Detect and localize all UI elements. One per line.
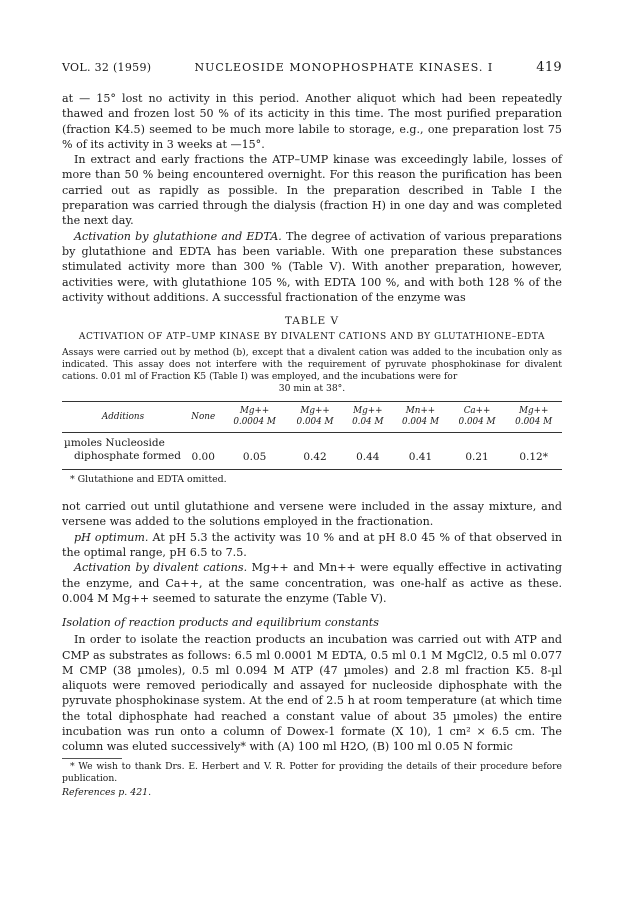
paragraph-lead: Activation by divalent cations. (74, 561, 248, 575)
column-header-bottom: 0.004 M (296, 417, 334, 428)
paragraph-versene: not carried out until glutathione and versene were included in the assay mixture, and versene was added to the solutions employed in the fractionation. (62, 500, 562, 529)
table-cell: 0.41 (392, 433, 449, 470)
column-header (184, 402, 222, 433)
paragraph-lead: pH optimum. (74, 530, 149, 544)
row-label-line: diphosphate formed (74, 450, 181, 463)
row-label (62, 433, 184, 470)
table-footnote: * Glutathione and EDTA omitted. (70, 474, 227, 486)
table-cell: 0.44 (343, 433, 392, 470)
volume-label: VOL. 32 (1959) (62, 61, 152, 74)
column-header (62, 402, 184, 433)
paragraph-lability: In extract and early fractions the ATP–UMP kinase was exceedingly labile, losses of more than 50 % being encountered overnight. For this reason the purification has been carried out as rapidly as possible. In the preparation described in Table I the preparation was carried through the dialysis (fraction H) in one day and was completed the next day. (62, 153, 562, 228)
table-note-last: 30 min at 38°. (278, 383, 346, 395)
row-label-line: µmoles Nucleoside (64, 437, 165, 450)
section-heading: Isolation of reaction products and equilibrium constants (62, 616, 379, 630)
column-header-bottom: 0.004 M (401, 417, 439, 428)
paragraph-body: The degree of activation of various preparations by glutathione and EDTA has been variable. With one preparation these substances stimulated activity more than 300 % (Table V). With another preparation, however, activities were, with glutathione 105 %, with EDTA 100 %, and with both 128 % of the activity without additions. A successful fractionation of the enzyme was (62, 229, 562, 304)
column-header-bottom: 0.004 M (458, 417, 496, 428)
column-header-bottom: 0.004 M (515, 417, 553, 428)
paragraph-body: Mg++ and Mn++ were equally effective in activating the enzyme, and Ca++, at the same concentration, was one-half as active as these. 0.004 M Mg++ seemed to saturate the enzyme (Table V). (62, 561, 562, 605)
table-row (62, 433, 562, 470)
column-header-top: Mg++ (239, 406, 270, 417)
table-cell: 0.42 (287, 433, 344, 470)
running-title: NUCLEOSIDE MONOPHOSPHATE KINASES. I (194, 61, 494, 74)
column-header-top: None (191, 411, 216, 422)
paragraph-cations (62, 560, 562, 606)
column-header (505, 402, 562, 433)
paragraph-body: At pH 5.3 the activity was 10 % and at pH 8.0 45 % of that observed in the optimal range, pH 6.5 to 7.5. (62, 530, 562, 560)
table-label: TABLE V (284, 315, 340, 328)
paragraph-isolation: In order to isolate the reaction products an incubation was carried out with ATP and CMP as substrates as follows: 6.5 ml 0.0001 M EDTA, 0.5 ml 0.1 M MgCl2, 0.5 ml 0.077 M CMP (38 µmoles), 0.5 ml 0.094 M ATP (47 µmoles) and 2.8 ml fraction K5. 8-µl aliquots were removed periodically and assayed for nucleoside diphosphate with the pyruvate phosphokinase system. At the end of 2.5 h at room temperature (at which time the total diphosphate had reached a constant value of about 35 µmoles) the entire incubation was run onto a column of Dowex-1 formate (X 10), 1 cm² × 6.5 cm. The column was eluted successively* with (A) 100 ml H2O, (B) 100 ml 0.05 N formic (62, 633, 562, 754)
table-note-text: Assays were carried out by method (b), except that a divalent cation was added to the incubation only as indicated. This assay does not interfere with the requirement of pyruvate phosphokinase for divalent cations. 0.01 ml of Fraction K5 (Table I) was employed, and the incubations were for (62, 347, 562, 383)
column-header-bottom: 0.0004 M (233, 417, 276, 428)
column-header-top: Mg++ (518, 406, 549, 417)
column-header-top: Ca++ (463, 406, 491, 417)
column-header (392, 402, 449, 433)
table-cell: 0.12* (505, 433, 562, 470)
table-header-row (62, 402, 562, 433)
column-header-top: Mn++ (405, 406, 436, 417)
column-header-bottom: 0.04 M (352, 417, 384, 428)
journal-page (62, 60, 562, 798)
column-header-top: Mg++ (300, 406, 330, 417)
paragraph-storage: at — 15° lost no activity in this period. Another aliquot which had been repeatedly thawed and frozen lost 50 % of its acticity in this time. The most purified preparation (fraction K4.5) seemed to be much more labile to storage, e.g., one preparation lost 75 % of its activity in 3 weeks at —15°. (62, 92, 562, 151)
page-number: 419 (536, 60, 562, 75)
column-header (287, 402, 344, 433)
running-header (62, 60, 562, 75)
paragraph-ph-optimum (62, 530, 562, 561)
footnote: * We wish to thank Drs. E. Herbert and V. R. Potter for providing the details of their procedure before publication. (62, 760, 562, 784)
data-table (62, 401, 562, 470)
footnote-divider (62, 758, 122, 759)
column-header (449, 402, 506, 433)
column-header-top: Additions (101, 411, 145, 422)
table-caption: ACTIVATION OF ATP–UMP KINASE BY DIVALENT CATIONS AND BY GLUTATHIONE–EDTA (78, 332, 546, 343)
column-header-top: Mg++ (353, 406, 383, 417)
paragraph-activation (62, 229, 562, 305)
paragraph-lead: Activation by glutathione and EDTA. (74, 229, 282, 243)
table-cell: 0.05 (222, 433, 286, 470)
references-note: References p. 421. (62, 786, 152, 798)
table-cell: 0.00 (184, 433, 222, 470)
table-note (62, 347, 562, 395)
column-header (343, 402, 392, 433)
column-header (222, 402, 286, 433)
table-cell: 0.21 (449, 433, 506, 470)
